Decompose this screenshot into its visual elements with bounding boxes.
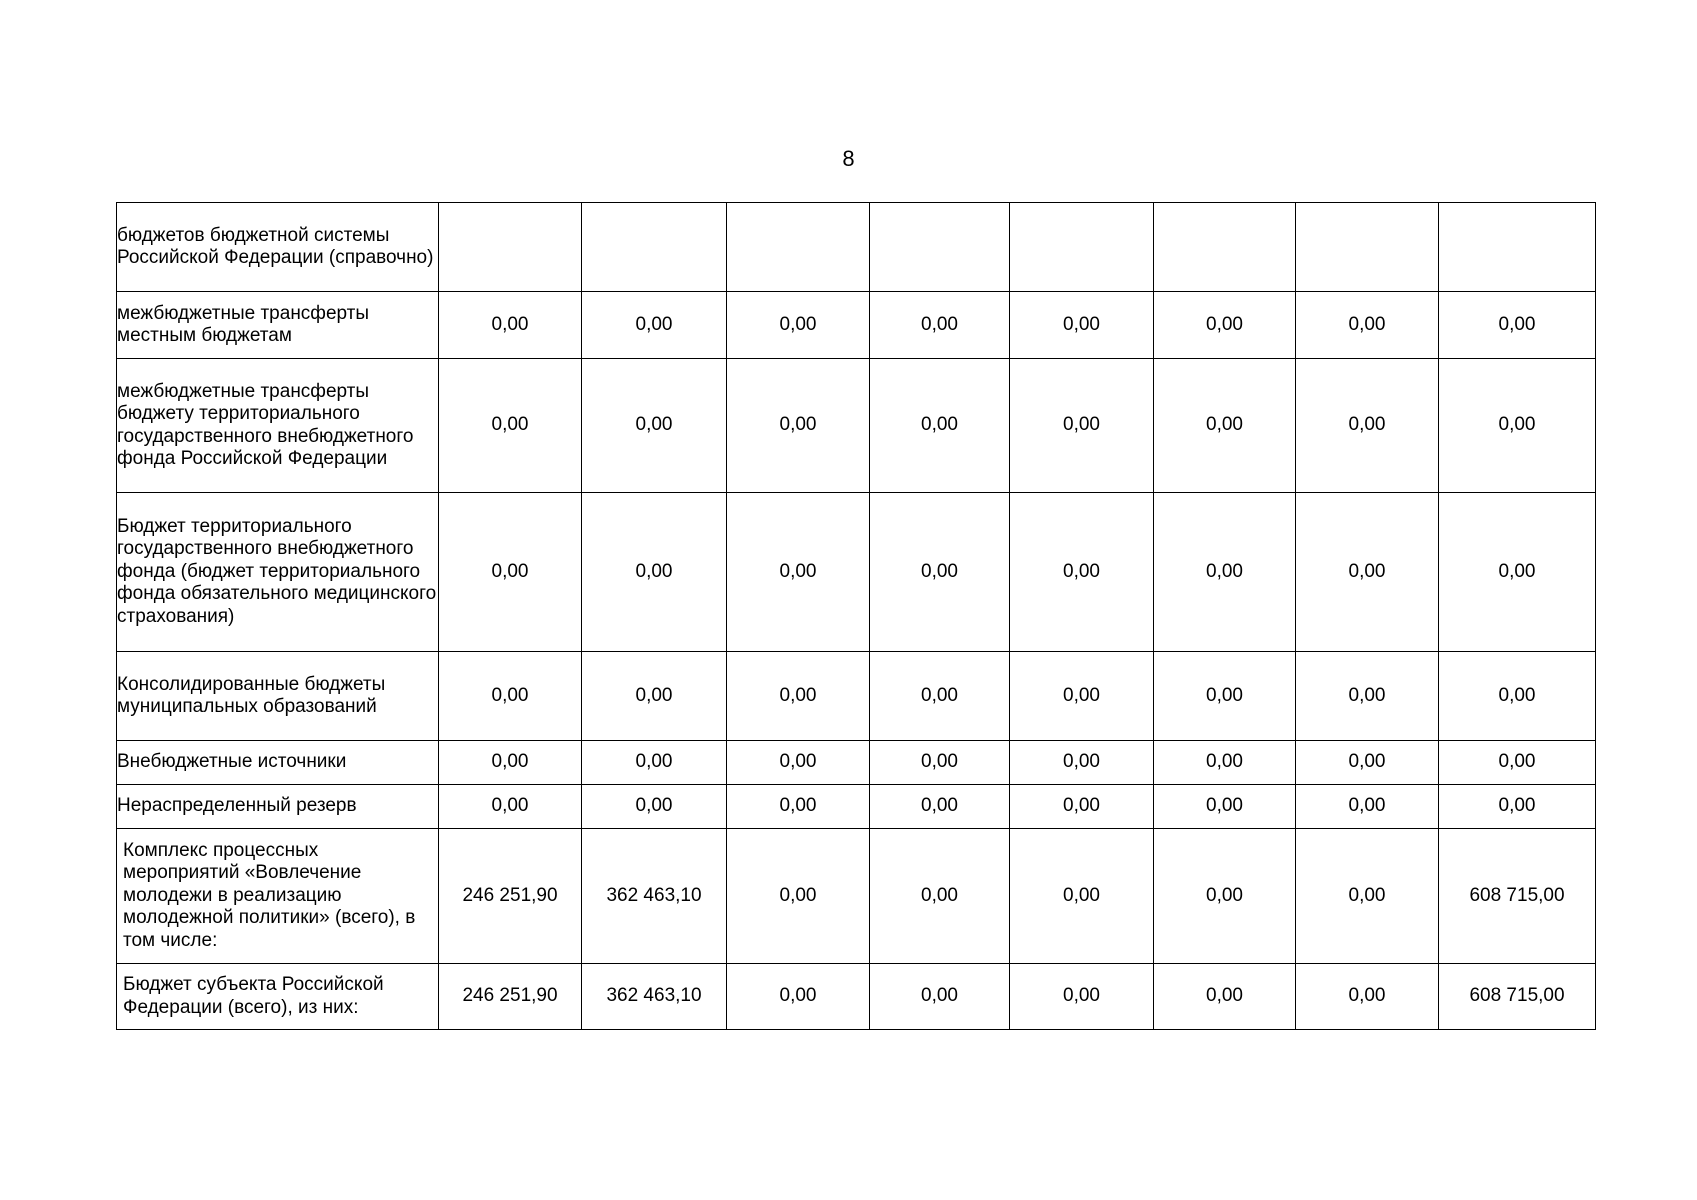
row-label: межбюджетные трансферты бюджету территориального государственного внебюджетного фонда Российской Федерации bbox=[117, 359, 439, 493]
value-cell: 0,00 bbox=[1010, 785, 1154, 829]
value-cell: 0,00 bbox=[582, 359, 727, 493]
value-cell: 246 251,90 bbox=[439, 829, 582, 964]
value-cell bbox=[439, 203, 582, 292]
value-cell: 0,00 bbox=[582, 741, 727, 785]
value-cell: 0,00 bbox=[1010, 292, 1154, 359]
value-cell bbox=[1296, 203, 1439, 292]
value-cell: 0,00 bbox=[870, 829, 1010, 964]
table-row bbox=[117, 964, 1596, 1030]
value-cell: 0,00 bbox=[1010, 493, 1154, 652]
value-cell: 0,00 bbox=[1296, 292, 1439, 359]
value-cell: 0,00 bbox=[1296, 493, 1439, 652]
value-cell: 0,00 bbox=[1296, 652, 1439, 741]
value-cell: 0,00 bbox=[439, 785, 582, 829]
value-cell: 0,00 bbox=[727, 785, 870, 829]
table-row bbox=[117, 652, 1596, 741]
value-cell: 0,00 bbox=[1296, 964, 1439, 1030]
row-label: Нераспределенный резерв bbox=[117, 785, 439, 829]
row-label: Внебюджетные источники bbox=[117, 741, 439, 785]
value-cell: 362 463,10 bbox=[582, 964, 727, 1030]
value-cell: 0,00 bbox=[1154, 829, 1296, 964]
row-label: бюджетов бюджетной системы Российской Федерации (справочно) bbox=[117, 203, 439, 292]
row-label: межбюджетные трансферты местным бюджетам bbox=[117, 292, 439, 359]
value-cell: 0,00 bbox=[1154, 964, 1296, 1030]
value-cell: 0,00 bbox=[439, 292, 582, 359]
value-cell: 0,00 bbox=[1010, 652, 1154, 741]
value-cell: 0,00 bbox=[1010, 741, 1154, 785]
value-cell: 0,00 bbox=[1296, 829, 1439, 964]
table-row bbox=[117, 203, 1596, 292]
value-cell: 0,00 bbox=[870, 652, 1010, 741]
value-cell bbox=[870, 203, 1010, 292]
value-cell: 0,00 bbox=[582, 493, 727, 652]
value-cell: 0,00 bbox=[582, 652, 727, 741]
table-row bbox=[117, 292, 1596, 359]
row-label: Бюджет территориального государственного внебюджетного фонда (бюджет территориального фонда обязательного медицинского страхования) bbox=[117, 493, 439, 652]
value-cell: 0,00 bbox=[727, 964, 870, 1030]
value-cell: 0,00 bbox=[870, 964, 1010, 1030]
value-cell: 0,00 bbox=[870, 359, 1010, 493]
value-cell: 0,00 bbox=[439, 741, 582, 785]
table-row bbox=[117, 359, 1596, 493]
value-cell: 0,00 bbox=[727, 652, 870, 741]
value-cell: 0,00 bbox=[1154, 359, 1296, 493]
value-cell: 0,00 bbox=[1439, 785, 1596, 829]
row-label: Бюджет субъекта Российской Федерации (всего), из них: bbox=[117, 964, 439, 1030]
value-cell: 0,00 bbox=[727, 829, 870, 964]
value-cell: 0,00 bbox=[1439, 741, 1596, 785]
table-row bbox=[117, 493, 1596, 652]
value-cell: 0,00 bbox=[727, 359, 870, 493]
value-cell: 0,00 bbox=[439, 652, 582, 741]
value-cell: 0,00 bbox=[1439, 359, 1596, 493]
table-row bbox=[117, 785, 1596, 829]
value-cell: 0,00 bbox=[1439, 493, 1596, 652]
table-body bbox=[117, 203, 1596, 1030]
value-cell: 0,00 bbox=[727, 741, 870, 785]
value-cell: 0,00 bbox=[1154, 785, 1296, 829]
value-cell bbox=[1439, 203, 1596, 292]
value-cell bbox=[582, 203, 727, 292]
value-cell: 362 463,10 bbox=[582, 829, 727, 964]
value-cell: 0,00 bbox=[1154, 292, 1296, 359]
budget-table bbox=[116, 202, 1596, 1030]
value-cell: 0,00 bbox=[1010, 964, 1154, 1030]
value-cell: 0,00 bbox=[1296, 785, 1439, 829]
value-cell: 0,00 bbox=[1154, 652, 1296, 741]
value-cell: 0,00 bbox=[439, 359, 582, 493]
value-cell: 0,00 bbox=[1439, 652, 1596, 741]
value-cell: 0,00 bbox=[870, 785, 1010, 829]
value-cell: 0,00 bbox=[1154, 493, 1296, 652]
table-row bbox=[117, 829, 1596, 964]
value-cell: 0,00 bbox=[1296, 741, 1439, 785]
value-cell: 0,00 bbox=[1154, 741, 1296, 785]
value-cell: 0,00 bbox=[870, 741, 1010, 785]
value-cell: 0,00 bbox=[582, 785, 727, 829]
value-cell bbox=[1010, 203, 1154, 292]
page-number: 8 bbox=[842, 146, 855, 171]
row-label: Консолидированные бюджеты муниципальных образований bbox=[117, 652, 439, 741]
value-cell: 246 251,90 bbox=[439, 964, 582, 1030]
value-cell bbox=[1154, 203, 1296, 292]
value-cell: 0,00 bbox=[727, 292, 870, 359]
value-cell: 608 715,00 bbox=[1439, 964, 1596, 1030]
value-cell: 0,00 bbox=[870, 493, 1010, 652]
value-cell: 0,00 bbox=[1439, 292, 1596, 359]
value-cell bbox=[727, 203, 870, 292]
value-cell: 0,00 bbox=[870, 292, 1010, 359]
value-cell: 0,00 bbox=[582, 292, 727, 359]
value-cell: 0,00 bbox=[727, 493, 870, 652]
value-cell: 0,00 bbox=[1010, 829, 1154, 964]
value-cell: 0,00 bbox=[1296, 359, 1439, 493]
value-cell: 0,00 bbox=[1010, 359, 1154, 493]
value-cell: 608 715,00 bbox=[1439, 829, 1596, 964]
row-label: Комплекс процессных мероприятий «Вовлечение молодежи в реализацию молодежной политики» (всего), в том числе: bbox=[117, 829, 439, 964]
table-row bbox=[117, 741, 1596, 785]
value-cell: 0,00 bbox=[439, 493, 582, 652]
